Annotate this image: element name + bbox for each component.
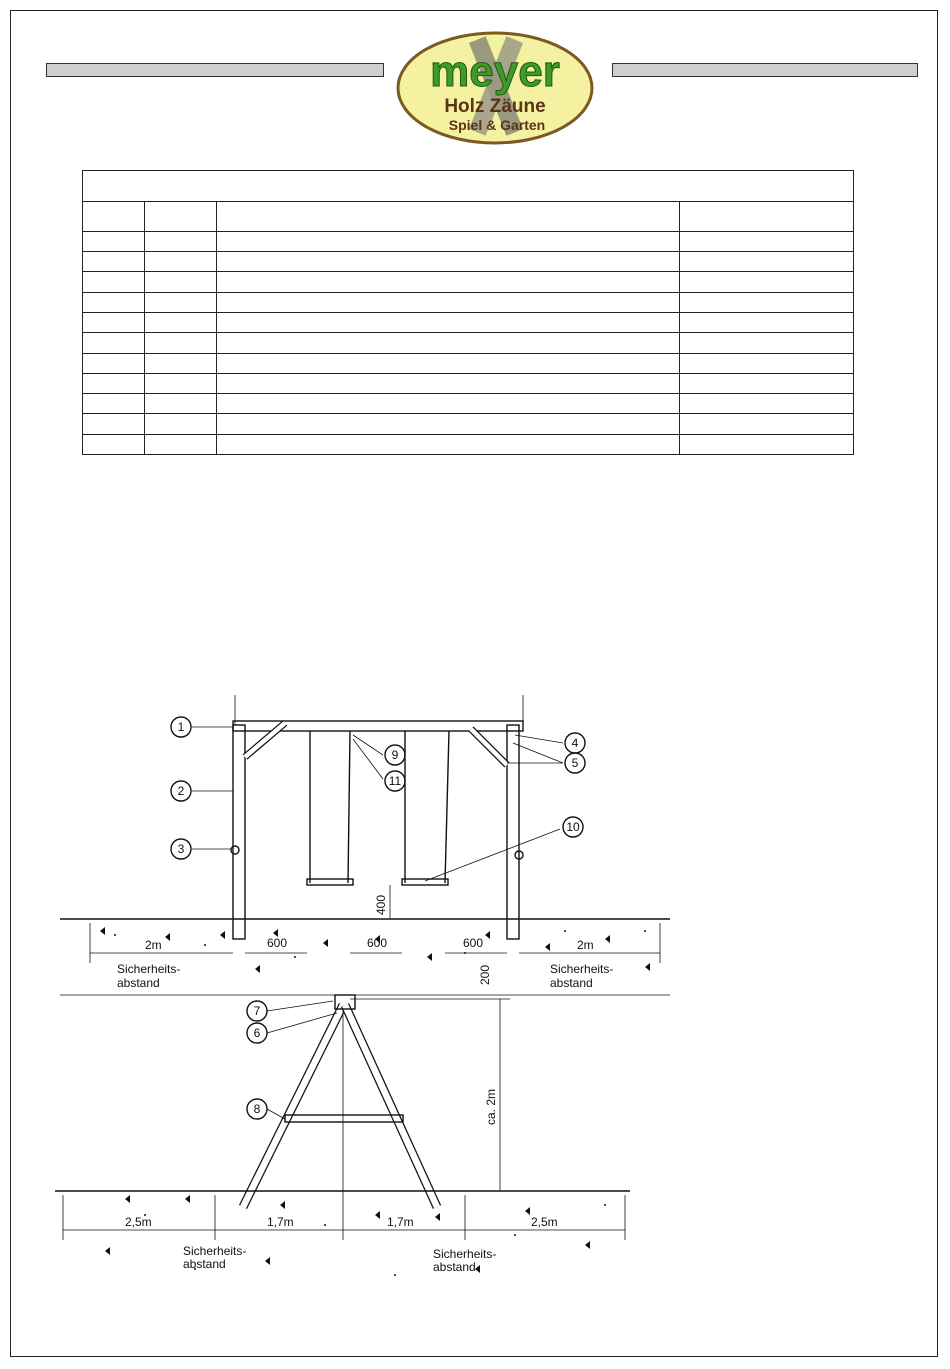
table-cell — [83, 373, 145, 393]
table-row — [83, 373, 854, 393]
table-cell — [680, 292, 854, 312]
table-cell — [680, 353, 854, 373]
safety-label-left-line1: Sicherheits- — [117, 962, 181, 976]
table-cell — [680, 414, 854, 434]
swing-rope — [348, 731, 350, 883]
table-cell — [145, 272, 217, 292]
swing-seat-left — [307, 879, 353, 885]
callout-11: 11 — [388, 774, 402, 788]
table-cell — [217, 312, 680, 332]
side-dimension-labels — [125, 1089, 558, 1274]
table-row — [83, 292, 854, 312]
callout-2: 2 — [177, 784, 185, 798]
table-cell — [145, 414, 217, 434]
logo-graphic — [395, 30, 595, 146]
dim-label-600-c: 600 — [463, 936, 484, 950]
table-header-row — [83, 202, 854, 231]
dim-label-600-b: 600 — [367, 936, 388, 950]
dim-label-2m-right: 2m — [577, 938, 594, 952]
column-header — [217, 202, 680, 231]
callout-5: 5 — [571, 756, 579, 770]
table-cell — [680, 434, 854, 454]
table-row — [83, 394, 854, 414]
table-cell — [145, 333, 217, 353]
table-cell — [145, 312, 217, 332]
safety-label-right-line2: abstand — [550, 976, 593, 990]
dim-label-25-left: 2,5m — [125, 1215, 152, 1229]
dim-label-2m-left: 2m — [145, 938, 162, 952]
callout-6: 6 — [253, 1026, 261, 1040]
safety-label-left-line2: abstand — [117, 976, 160, 990]
column-header — [145, 202, 217, 231]
table-row — [83, 272, 854, 292]
table-cell — [145, 353, 217, 373]
table-caption-row — [83, 171, 854, 202]
side-safety-label-left-line1: Sicherheits- — [183, 1244, 247, 1258]
column-header — [83, 202, 145, 231]
callout-1: 1 — [177, 720, 185, 734]
table-cell — [145, 373, 217, 393]
left-brace-inner — [245, 723, 285, 757]
table-cell — [217, 434, 680, 454]
table-cell — [217, 272, 680, 292]
dim-label-200: 200 — [478, 964, 492, 985]
logo-line2-text: Spiel & Garten — [448, 117, 546, 133]
dim-label-600-a: 600 — [267, 936, 288, 950]
dim-label-25-right: 2,5m — [531, 1215, 558, 1229]
left-post — [233, 725, 245, 939]
table-cell — [217, 414, 680, 434]
table-cell — [145, 231, 217, 251]
table-cell — [680, 373, 854, 393]
post-fixing-left — [231, 846, 239, 854]
table-row — [83, 252, 854, 272]
table-row — [83, 231, 854, 251]
table-row — [83, 353, 854, 373]
table-cell — [145, 434, 217, 454]
table-row — [83, 312, 854, 332]
callout-3: 3 — [177, 842, 185, 856]
table-cell — [145, 252, 217, 272]
technical-drawing — [45, 695, 675, 1295]
table-cell — [217, 333, 680, 353]
callout-9: 9 — [391, 748, 399, 762]
table-cell — [145, 394, 217, 414]
table-cell — [217, 373, 680, 393]
dim-label-400: 400 — [374, 894, 388, 915]
table-cell — [680, 231, 854, 251]
parts-list-table — [82, 170, 854, 455]
table-caption — [83, 171, 854, 202]
table-cell — [217, 353, 680, 373]
table-cell — [83, 353, 145, 373]
callout-10: 10 — [566, 820, 580, 834]
table-cell — [83, 272, 145, 292]
side-safety-label-left-line2: abstand — [183, 1257, 226, 1271]
table-row — [83, 333, 854, 353]
table-cell — [83, 231, 145, 251]
table-cell — [83, 312, 145, 332]
table-cell — [680, 252, 854, 272]
swing-seat-right — [402, 879, 448, 885]
table-cell — [680, 394, 854, 414]
a-frame-leg-right-inner — [345, 1005, 437, 1207]
column-header — [680, 202, 854, 231]
callout-leaders-side — [267, 1001, 337, 1119]
table-cell — [83, 333, 145, 353]
right-post — [507, 725, 519, 939]
company-logo — [395, 30, 595, 146]
dim-label-17-right: 1,7m — [387, 1215, 414, 1229]
header-bar-right — [612, 63, 918, 77]
side-safety-label-right-line2: abstand — [433, 1260, 476, 1274]
table-cell — [680, 312, 854, 332]
table-row — [83, 434, 854, 454]
table-cell — [680, 333, 854, 353]
front-dimension-labels — [117, 895, 613, 990]
dim-label-17-left: 1,7m — [267, 1215, 294, 1229]
table-cell — [145, 292, 217, 312]
side-safety-label-right-line1: Sicherheits- — [433, 1247, 497, 1261]
table-cell — [83, 292, 145, 312]
cross-brace — [285, 1115, 403, 1122]
callout-4: 4 — [571, 736, 579, 750]
table-cell — [83, 434, 145, 454]
table-cell — [217, 394, 680, 414]
table-cell — [83, 394, 145, 414]
table-cell — [83, 414, 145, 434]
table-cell — [217, 292, 680, 312]
table-row — [83, 414, 854, 434]
side-view — [55, 995, 630, 1240]
header-bar-left — [46, 63, 384, 77]
callout-7: 7 — [253, 1004, 261, 1018]
callout-8: 8 — [253, 1102, 261, 1116]
logo-line1-text: Holz Zäune — [444, 96, 546, 117]
swing-rope — [445, 731, 449, 883]
dim-label-height: ca. 2m — [484, 1088, 498, 1125]
logo-brand-text: meyer — [430, 47, 560, 96]
table-cell — [680, 272, 854, 292]
table-cell — [217, 231, 680, 251]
table-cell — [217, 252, 680, 272]
swing-assembly-drawing — [45, 695, 675, 1295]
safety-label-right-line1: Sicherheits- — [550, 962, 614, 976]
right-brace-inner — [471, 729, 507, 765]
table-cell — [83, 252, 145, 272]
